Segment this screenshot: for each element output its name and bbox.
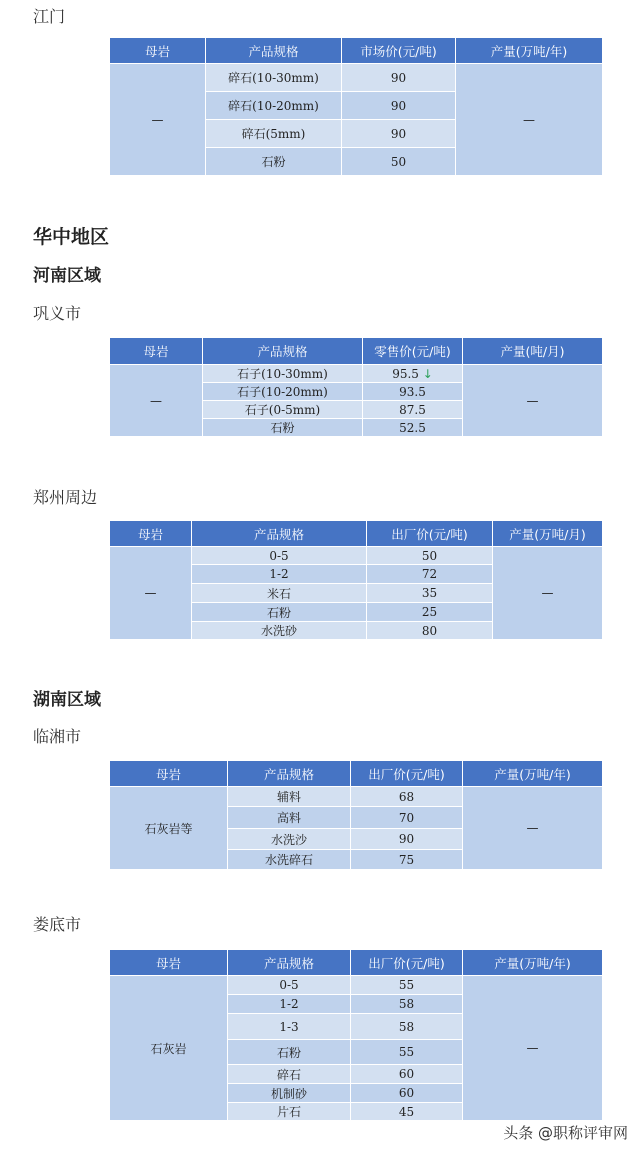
spec-cell: 碎石(10-20mm) <box>206 92 342 120</box>
header-spec: 产品规格 <box>228 761 351 787</box>
table-row <box>110 787 603 807</box>
price-cell: 87.5 <box>363 401 463 419</box>
header-rock: 母岩 <box>110 950 228 976</box>
header-price: 出厂价(元/吨) <box>351 950 463 976</box>
price-cell: 93.5 <box>363 383 463 401</box>
spec-cell: 水洗沙 <box>228 829 351 850</box>
header-rock: 母岩 <box>110 521 192 547</box>
price-cell: 90 <box>351 829 463 850</box>
price-table-jiangmen <box>109 37 603 176</box>
table-row <box>110 365 603 383</box>
city-heading-loudi: 娄底市 <box>33 915 82 934</box>
spec-cell: 水洗砂 <box>192 622 367 640</box>
rock-cell: — <box>110 365 203 437</box>
output-cell: — <box>493 547 603 640</box>
table-header-row <box>110 338 603 365</box>
header-output: 产量(万吨/年) <box>456 38 603 64</box>
price-table-zhengzhou <box>109 520 603 640</box>
header-rock: 母岩 <box>110 38 206 64</box>
price-cell <box>363 365 463 383</box>
header-output: 产量(吨/月) <box>463 338 603 365</box>
table-header-row <box>110 38 603 64</box>
price-cell: 72 <box>367 565 493 584</box>
spec-cell: 石子(0-5mm) <box>203 401 363 419</box>
rock-cell: — <box>110 64 206 176</box>
spec-cell: 石子(10-30mm) <box>203 365 363 383</box>
spec-cell: 碎石(10-30mm) <box>206 64 342 92</box>
city-heading-linxiang: 临湘市 <box>33 727 82 746</box>
price-table-gongyi <box>109 337 603 437</box>
price-table-linxiang <box>109 760 603 870</box>
spec-cell: 水洗碎石 <box>228 850 351 870</box>
price-cell: 60 <box>351 1065 463 1084</box>
output-cell: — <box>456 64 603 176</box>
rock-cell: — <box>110 547 192 640</box>
header-spec: 产品规格 <box>228 950 351 976</box>
header-output: 产量(万吨/月) <box>493 521 603 547</box>
source-watermark: 头条 @职称评审网 <box>503 1124 628 1142</box>
header-output: 产量(万吨/年) <box>463 950 603 976</box>
price-cell: 35 <box>367 584 493 603</box>
spec-cell: 0-5 <box>192 547 367 565</box>
price-cell: 70 <box>351 807 463 829</box>
price-cell: 52.5 <box>363 419 463 437</box>
spec-cell: 碎石(5mm) <box>206 120 342 148</box>
spec-cell: 石粉 <box>203 419 363 437</box>
down-arrow-icon: ↓ <box>422 366 433 381</box>
rock-cell: 石灰岩 <box>110 976 228 1121</box>
price-cell: 55 <box>351 976 463 995</box>
header-price: 市场价(元/吨) <box>342 38 456 64</box>
price-cell: 58 <box>351 995 463 1014</box>
rock-cell: 石灰岩等 <box>110 787 228 870</box>
spec-cell: 碎石 <box>228 1065 351 1084</box>
price-cell: 90 <box>342 64 456 92</box>
header-spec: 产品规格 <box>206 38 342 64</box>
output-cell: — <box>463 787 603 870</box>
spec-cell: 石粉 <box>228 1040 351 1065</box>
subregion-heading-henan: 河南区域 <box>33 266 101 286</box>
price-cell: 50 <box>367 547 493 565</box>
header-rock: 母岩 <box>110 761 228 787</box>
spec-cell: 1-3 <box>228 1014 351 1040</box>
spec-cell: 高料 <box>228 807 351 829</box>
spec-cell: 1-2 <box>192 565 367 584</box>
price-cell: 60 <box>351 1084 463 1103</box>
price-cell: 58 <box>351 1014 463 1040</box>
price-cell: 45 <box>351 1103 463 1121</box>
header-price: 出厂价(元/吨) <box>367 521 493 547</box>
header-rock: 母岩 <box>110 338 203 365</box>
table-row <box>110 976 603 995</box>
table-header-row <box>110 521 603 547</box>
city-heading-zhengzhou: 郑州周边 <box>33 488 98 507</box>
table-row <box>110 547 603 565</box>
price-cell: 90 <box>342 92 456 120</box>
output-cell: — <box>463 365 603 437</box>
spec-cell: 石子(10-20mm) <box>203 383 363 401</box>
price-value: 95.5 <box>392 366 419 381</box>
spec-cell: 辅料 <box>228 787 351 807</box>
spec-cell: 1-2 <box>228 995 351 1014</box>
spec-cell: 米石 <box>192 584 367 603</box>
header-price: 零售价(元/吨) <box>363 338 463 365</box>
header-price: 出厂价(元/吨) <box>351 761 463 787</box>
city-heading-jiangmen: 江门 <box>33 7 66 26</box>
spec-cell: 0-5 <box>228 976 351 995</box>
region-heading-huazhong: 华中地区 <box>33 226 110 248</box>
header-spec: 产品规格 <box>203 338 363 365</box>
table-header-row <box>110 950 603 976</box>
price-table-loudi <box>109 949 603 1121</box>
price-cell: 75 <box>351 850 463 870</box>
spec-cell: 机制砂 <box>228 1084 351 1103</box>
price-cell: 50 <box>342 148 456 176</box>
spec-cell: 石粉 <box>192 603 367 622</box>
subregion-heading-hunan: 湖南区域 <box>33 690 101 710</box>
price-cell: 55 <box>351 1040 463 1065</box>
header-output: 产量(万吨/年) <box>463 761 603 787</box>
table-row <box>110 64 603 92</box>
spec-cell: 石粉 <box>206 148 342 176</box>
price-cell: 80 <box>367 622 493 640</box>
city-heading-gongyi: 巩义市 <box>33 304 82 323</box>
price-cell: 68 <box>351 787 463 807</box>
price-cell: 90 <box>342 120 456 148</box>
table-header-row <box>110 761 603 787</box>
header-spec: 产品规格 <box>192 521 367 547</box>
output-cell: — <box>463 976 603 1121</box>
spec-cell: 片石 <box>228 1103 351 1121</box>
price-cell: 25 <box>367 603 493 622</box>
